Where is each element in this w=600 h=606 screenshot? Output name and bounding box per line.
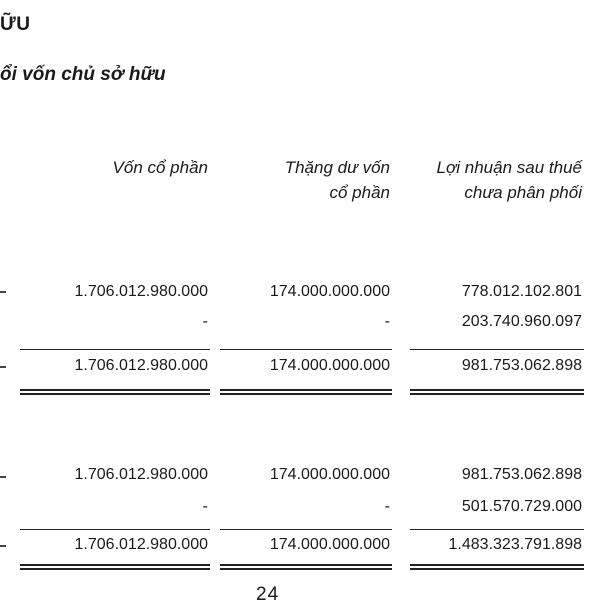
s1-total-double-rule <box>20 393 210 395</box>
s2-row2-retained-earnings: 501.570.729.000 <box>461 498 582 515</box>
column-header-line1: Thặng dư vốn <box>284 158 390 177</box>
s1-row1-share-capital: 1.706.012.980.000 <box>74 283 208 300</box>
s1-total-share-premium: 174.000.000.000 <box>269 357 390 374</box>
s1-row2-share-premium: - <box>384 313 390 330</box>
column-header-line1: Lợi nhuận sau thuế <box>436 158 582 177</box>
row-label-edge <box>0 545 6 547</box>
s2-row1-retained-earnings: 981.753.062.898 <box>461 466 582 483</box>
s1-subtotal-rule <box>410 349 584 350</box>
column-header-line1: Vốn cổ phần <box>112 158 208 177</box>
s1-total-double-rule <box>220 393 392 395</box>
s2-row2-share-premium: - <box>384 498 390 515</box>
s1-row1-share-premium: 174.000.000.000 <box>269 283 390 300</box>
s2-subtotal-rule <box>410 529 584 530</box>
s1-subtotal-rule <box>220 349 392 350</box>
row-label-edge <box>0 291 6 293</box>
row-label-edge <box>0 476 6 478</box>
table-subheading: ổi vốn chủ sở hữu <box>0 64 166 85</box>
s2-total-double-rule <box>220 564 392 566</box>
s2-total-share-premium: 174.000.000.000 <box>269 536 390 553</box>
s1-subtotal-rule <box>20 349 210 350</box>
s2-total-double-rule <box>410 568 584 570</box>
s1-total-double-rule <box>220 389 392 391</box>
page-number: 24 <box>256 584 280 605</box>
s2-total-double-rule <box>410 564 584 566</box>
s2-total-share-capital: 1.706.012.980.000 <box>74 536 208 553</box>
s2-total-retained-earnings: 1.483.323.791.898 <box>448 536 582 553</box>
s1-total-double-rule <box>410 389 584 391</box>
s1-row2-share-capital: - <box>202 313 208 330</box>
s2-row2-share-capital: - <box>202 498 208 515</box>
s2-subtotal-rule <box>20 529 210 530</box>
section-heading: ỮU <box>0 14 31 35</box>
s2-row1-share-premium: 174.000.000.000 <box>269 466 390 483</box>
s2-total-double-rule <box>220 568 392 570</box>
row-label-edge <box>0 366 6 368</box>
s1-total-retained-earnings: 981.753.062.898 <box>461 357 582 374</box>
s2-row1-share-capital: 1.706.012.980.000 <box>74 466 208 483</box>
column-header-line2: chưa phân phối <box>464 183 582 202</box>
s1-row1-retained-earnings: 778.012.102.801 <box>461 283 582 300</box>
column-header-line2: cổ phần <box>329 183 390 202</box>
s2-subtotal-rule <box>220 529 392 530</box>
s1-total-double-rule <box>20 389 210 391</box>
s1-total-double-rule <box>410 393 584 395</box>
s1-total-share-capital: 1.706.012.980.000 <box>74 357 208 374</box>
column-header-retained-earnings <box>437 155 582 205</box>
s2-total-double-rule <box>20 568 210 570</box>
column-header-share-premium <box>285 155 390 205</box>
s2-total-double-rule <box>20 564 210 566</box>
column-header-share-capital <box>113 155 208 180</box>
s1-row2-retained-earnings: 203.740.960.097 <box>461 313 582 330</box>
